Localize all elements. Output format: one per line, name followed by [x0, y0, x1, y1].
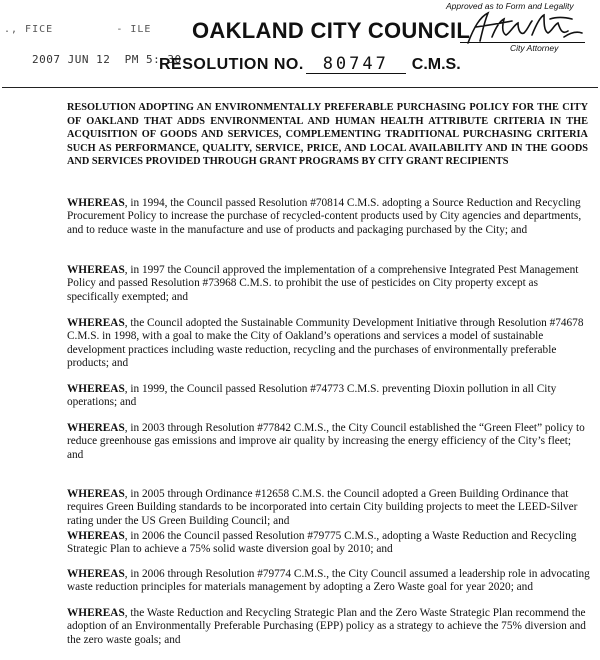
whereas-keyword: WHEREAS — [67, 607, 125, 619]
attorney-signature — [440, 7, 600, 47]
filed-stamp: ., FICE - ILE — [4, 24, 152, 35]
whereas-clause — [67, 422, 590, 462]
whereas-clause — [67, 568, 590, 595]
whereas-keyword: WHEREAS — [67, 383, 125, 395]
whereas-clause — [67, 530, 590, 557]
resolution-number-line — [159, 55, 461, 74]
whereas-keyword: WHEREAS — [67, 568, 125, 580]
approval-block — [440, 1, 600, 61]
whereas-text: , in 2006 the Council passed Resolution #79775 C.M.S., adopting a Waste Reduction and Recycling Strategic Plan to achieve a 75% solid waste diversion goal by 2010; and — [67, 530, 577, 556]
council-title: OAKLAND CITY COUNCIL — [192, 18, 471, 43]
whereas-clause — [67, 488, 590, 528]
whereas-text: , in 1999, the Council passed Resolution #74773 C.M.S. preventing Dioxin pollution in all City operations; and — [67, 383, 557, 409]
whereas-text: , in 1994, the Council passed Resolution #70814 C.M.S. adopting a Source Reduction and Recycling Procurement Policy to increase the purchase of recycled-content products used by City agencies and departments, and to reduce waste in the manufacture and use of products and packaging purchased by the City; and — [67, 197, 582, 236]
resolution-number: 80747 — [306, 55, 406, 74]
approval-label: Approved as to Form and Legality — [446, 1, 574, 11]
whereas-clause — [67, 383, 590, 410]
whereas-text: , in 1997 the Council approved the implementation of a comprehensive Integrated Pest Management Policy and passed Resolution #73968 C.M.S. to prohibit the use of pesticides on City property except as specifically exempted; and — [67, 264, 579, 303]
approval-role: City Attorney — [510, 43, 559, 53]
whereas-keyword: WHEREAS — [67, 530, 125, 542]
whereas-clause — [67, 264, 590, 304]
date-received-stamp: 2007 JUN 12 PM 5: 30 — [32, 53, 182, 66]
cms-suffix: C.M.S. — [411, 56, 461, 73]
whereas-keyword: WHEREAS — [67, 197, 125, 209]
whereas-text: , in 2005 through Ordinance #12658 C.M.S. the Council adopted a Green Building Ordinance that requires Green Building standards to be incorporated into certain City building projects to meet the LEED-Silver rating under the US Green Building Council; and — [67, 488, 578, 527]
whereas-clause — [67, 607, 590, 647]
whereas-keyword: WHEREAS — [67, 488, 125, 500]
resolution-title: RESOLUTION ADOPTING AN ENVIRONMENTALLY PREFERABLE PURCHASING POLICY FOR THE CITY OF OAKLAND THAT ADDS ENVIRONMENTAL AND HUMAN HEALTH ATTRIBUTE CRITERIA IN THE ACQUISITION OF GOODS AND SERVICES, COMPLEMENTING TRADITIONAL PURCHASING CRITERIA SUCH AS PERFORMANCE, QUALITY, SERVICE, PRICE, AND LOCAL AVAILABILITY AND IN THE GOODS AND SERVICES PROVIDED THROUGH GRANT PROGRAMS BY CITY GRANT RECIPIENTS — [67, 102, 588, 167]
whereas-text: , the Waste Reduction and Recycling Strategic Plan and the Zero Waste Strategic Plan recommend the adoption of an Environmentally Preferable Purchasing (EPP) policy as a strategy to achieve the 75% diversion and the zero waste goals; and — [67, 607, 586, 646]
whereas-keyword: WHEREAS — [67, 317, 125, 329]
whereas-text: , the Council adopted the Sustainable Community Development Initiative through Resolution #74678 C.M.S. in 1998, with a goal to make the City of Oakland’s operations and services a model of sustainable development practices including waste reduction, recycling and the purchases of environmentally preferable products; and — [67, 317, 584, 370]
whereas-text: , in 2006 through Resolution #79774 C.M.S., the City Council assumed a leadership role in advocating waste reduction principles for materials management by adopting a Zero Waste goal for year 2020; and — [67, 568, 590, 594]
whereas-keyword: WHEREAS — [67, 264, 125, 276]
resolution-label: RESOLUTION NO. — [159, 56, 304, 73]
whereas-clause — [67, 197, 590, 237]
whereas-text: , in 2003 through Resolution #77842 C.M.S., the City Council established the “Green Fleet” policy to reduce greenhouse gas emissions and improve air quality by increasing the energy efficiency of the City’s fleet; and — [67, 422, 585, 461]
header-divider — [2, 87, 598, 88]
whereas-clause — [67, 317, 590, 371]
whereas-keyword: WHEREAS — [67, 422, 125, 434]
